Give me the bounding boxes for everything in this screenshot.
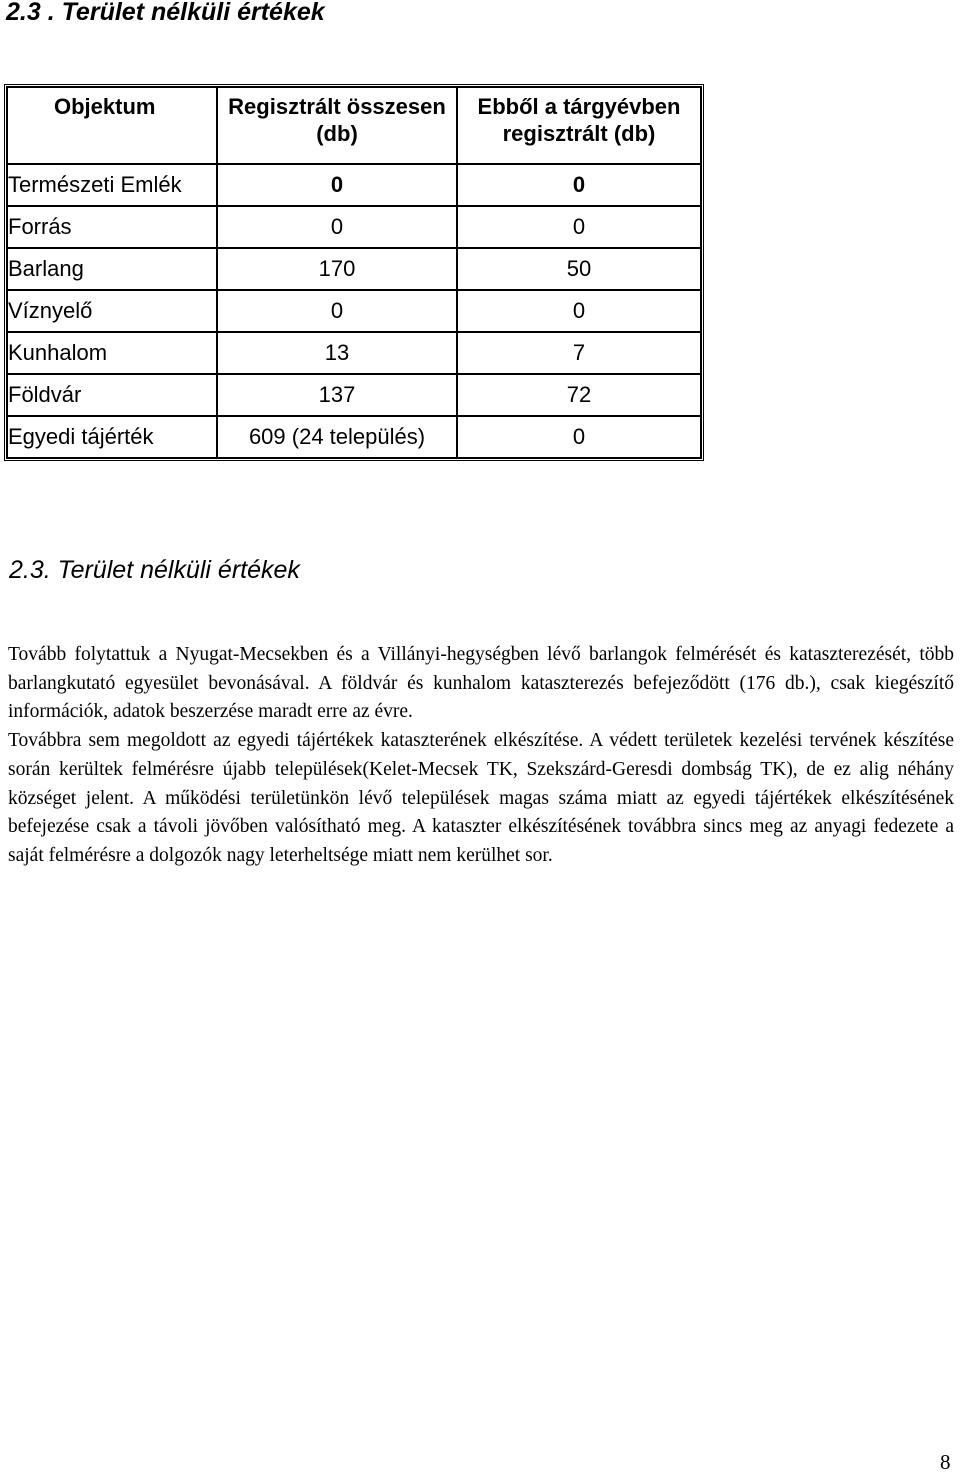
row-name: Barlang xyxy=(7,248,217,290)
row-name: Természeti Emlék xyxy=(7,164,217,206)
table-row xyxy=(7,248,701,290)
row-total: 137 xyxy=(217,374,457,416)
row-name: Víznyelő xyxy=(7,290,217,332)
table-row xyxy=(7,164,701,206)
row-this-year: 0 xyxy=(457,164,701,206)
row-name: Forrás xyxy=(7,206,217,248)
row-total: 0 xyxy=(217,164,457,206)
row-this-year: 0 xyxy=(457,206,701,248)
row-this-year: 0 xyxy=(457,416,701,458)
row-total: 609 (24 település) xyxy=(217,416,457,458)
paragraph: Tovább folytattuk a Nyugat-Mecsekben és a Villányi-hegységben lévő barlangok felmérését és kataszterezését, több barlangkutató egyesület bevonásával. A földvár és kunhalom kataszterezés befejeződött (176 db.), csak kiegészítő információk, adatok beszerzése maradt erre az évre. xyxy=(8,644,954,723)
table-row xyxy=(7,374,701,416)
header-this-year: Ebből a tárgyévben regisztrált (db) xyxy=(457,87,701,164)
table-header-row xyxy=(7,87,701,164)
table-row xyxy=(7,290,701,332)
row-total: 0 xyxy=(217,290,457,332)
section-title: 2.3. Terület nélküli értékek xyxy=(9,556,300,584)
row-total: 170 xyxy=(217,248,457,290)
table-row xyxy=(7,416,701,458)
row-name: Földvár xyxy=(7,374,217,416)
page-number: 8 xyxy=(940,1450,951,1474)
header-total: Regisztrált összesen (db) xyxy=(217,87,457,164)
row-name: Kunhalom xyxy=(7,332,217,374)
row-total: 13 xyxy=(217,332,457,374)
row-this-year: 50 xyxy=(457,248,701,290)
row-name: Egyedi tájérték xyxy=(7,416,217,458)
body-text xyxy=(8,641,954,871)
row-this-year: 72 xyxy=(457,374,701,416)
row-this-year: 0 xyxy=(457,290,701,332)
row-this-year: 7 xyxy=(457,332,701,374)
table-row xyxy=(7,206,701,248)
page-heading: 2.3 . Terület nélküli értékek xyxy=(6,0,325,26)
header-objektum: Objektum xyxy=(7,87,217,164)
registry-table xyxy=(4,84,704,461)
table-row xyxy=(7,332,701,374)
row-total: 0 xyxy=(217,206,457,248)
paragraph: Továbbra sem megoldott az egyedi tájértékek kataszterének elkészítése. A védett területek kezelési tervének készítése során kerültek felmérésre újabb települések(Kelet-Mecsek TK, Szekszárd-Geresdi dombság TK), de ez alig néhány községet jelent. A működési területünkön lévő települések magas száma miatt az egyedi tájértékek elkészítésének befejezése csak a távoli jövőben valósítható meg. A kataszter elkészítésének továbbra sincs meg az anyagi fedezete a saját felmérésre a dolgozók nagy leterheltsége miatt nem kerülhet sor. xyxy=(8,730,954,866)
